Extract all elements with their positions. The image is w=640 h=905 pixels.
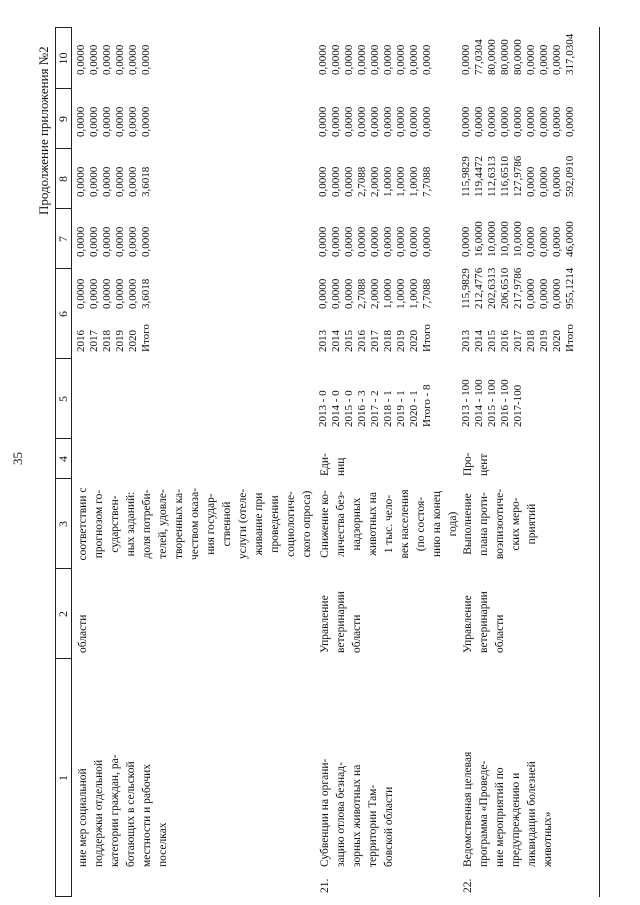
row-21-col-2: Управление ветеринарии области bbox=[319, 591, 363, 653]
row-21-col-3: Снижение ко- личества без- надзорных животных на 1 тыс. чело- век населения (по состоя- нию на конец года) bbox=[319, 489, 459, 559]
row-21-years: 2013 2014 2015 2016 2017 2018 2019 2020 Итого bbox=[317, 324, 433, 352]
row-22-col-5: 2013 - 100 2014 - 100 2015 - 100 2016 - 100 2017-100 bbox=[460, 379, 524, 427]
row-0-col-2: области bbox=[77, 614, 89, 653]
header-bottom-border bbox=[71, 27, 72, 897]
row-21-col-1: Субвенции на органи- зацию отлова безнад- зорных животных на территории Там- бовской области bbox=[319, 758, 395, 867]
row-21-number: 21. bbox=[319, 878, 331, 893]
row-21-col-8: 0,0000 0,0000 0,0000 2,7088 2,0000 1,0000 1,0000 1,0000 7,7088 bbox=[317, 166, 433, 197]
header-col-5: 5 bbox=[56, 396, 70, 402]
header-col-3: 3 bbox=[56, 521, 70, 527]
row-21-col-5: 2013 - 0 2014 - 0 2015 - 0 2016 - 3 2017 - 2 2018 - 1 2019 - 1 2020 - 1 Итого - 8 bbox=[317, 384, 433, 427]
row-22-years: 2013 2014 2015 2016 2017 2018 2019 2020 Итого bbox=[460, 324, 576, 352]
row-0-col-1: ние мер социальной поддержки отдельной категории граждан, ра- ботающих в сельской местности и рабочих поселках bbox=[77, 754, 169, 867]
row-21-col-6: 0,0000 0,0000 0,0000 2,7088 2,0000 1,0000 1,0000 1,0000 7,7088 bbox=[317, 278, 433, 309]
header-col-1: 1 bbox=[56, 775, 70, 781]
table-bottom-border bbox=[599, 27, 600, 897]
row-21-col-10: 0,0000 0,0000 0,0000 0,0000 0,0000 0,0000 0,0000 0,0000 0,0000 bbox=[317, 44, 433, 75]
header-col-6: 6 bbox=[56, 311, 70, 317]
row-0-years: 2016 2017 2018 2019 2020 Итого bbox=[75, 324, 152, 352]
header-col-9: 9 bbox=[56, 116, 70, 122]
row-0-col-8: 0,0000 0,0000 0,0000 0,0000 0,0000 3,6018 bbox=[75, 166, 152, 197]
row-0-col-10: 0,0000 0,0000 0,0000 0,0000 0,0000 0,0000 bbox=[75, 44, 152, 75]
row-22-col-8: 115,9829 119,4472 112,6313 116,6510 127,9786 0,0000 0,0000 0,0000 592,0910 bbox=[460, 155, 576, 197]
row-22-col-7: 0,0000 16,0000 10,0000 10,0000 10,0000 0,0000 0,0000 0,0000 46,0000 bbox=[460, 221, 576, 257]
row-22-col-1: Ведомственная целевая программа «Проведе- ние мероприятий по предупреждению и ликвидации болезней животных» bbox=[462, 751, 554, 867]
page-number: 35 bbox=[10, 452, 25, 465]
row-21-col-7: 0,0000 0,0000 0,0000 0,0000 0,0000 0,0000 0,0000 0,0000 0,0000 bbox=[317, 226, 433, 257]
row-22-col-3: Выполнение плана проти- воэпизоотиче- ских меро- приятий bbox=[462, 488, 538, 560]
header-col-4: 4 bbox=[56, 456, 70, 462]
row-21-col-9: 0,0000 0,0000 0,0000 0,0000 0,0000 0,0000 0,0000 0,0000 0,0000 bbox=[317, 106, 433, 137]
row-0-col-6: 0,0000 0,0000 0,0000 0,0000 0,0000 3,6018 bbox=[75, 278, 152, 309]
row-0-col-3: соответствии с прогнозом го- сударствен- ных заданий: доля потреби- телей, удовле- творенных ка- чеством оказа- ния государ- ственной услуги (отеле- живание при проведении социологиче- ского опроса) bbox=[77, 487, 313, 561]
header-col-8: 8 bbox=[56, 176, 70, 182]
row-22-col-10: 0,0000 77,0304 80,0000 80,0000 80,0000 0,0000 0,0000 0,0000 317,0304 bbox=[460, 33, 576, 75]
row-0-col-9: 0,0000 0,0000 0,0000 0,0000 0,0000 0,0000 bbox=[75, 106, 152, 137]
row-22-col-9: 0,0000 0,0000 0,0000 0,0000 0,0000 0,0000 0,0000 0,0000 0,0000 bbox=[460, 106, 576, 137]
row-22-col-4: Про- цент bbox=[462, 452, 490, 476]
appendix-table bbox=[55, 27, 600, 897]
row-0-col-7: 0,0000 0,0000 0,0000 0,0000 0,0000 0,0000 bbox=[75, 226, 152, 257]
row-22-col-2: Управление ветеринарии области bbox=[462, 591, 506, 653]
continuation-note: Продолжение приложения №2 bbox=[36, 46, 51, 215]
header-col-7: 7 bbox=[56, 236, 70, 242]
header-col-2: 2 bbox=[56, 611, 70, 617]
row-22-col-6: 115,9829 212,4776 202,6313 206,6510 217,9786 0,0000 0,0000 0,0000 955,1214 bbox=[460, 267, 576, 309]
header-col-10: 10 bbox=[56, 52, 70, 65]
row-22-number: 22. bbox=[462, 878, 474, 893]
row-21-col-4: Еди- ниц bbox=[319, 453, 347, 476]
